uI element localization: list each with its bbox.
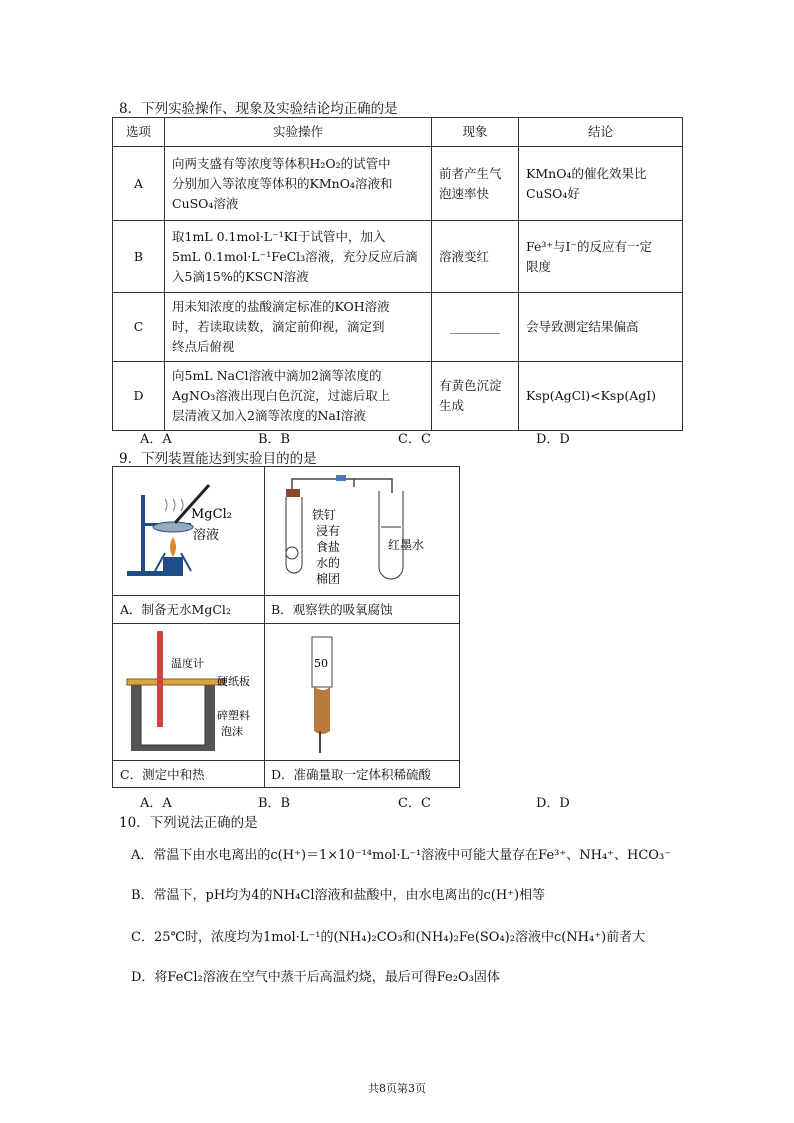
row-option: C bbox=[113, 293, 165, 362]
row-option: A bbox=[113, 147, 165, 221]
conclusion-line: Ksp(AgCl)<Ksp(AgI) bbox=[526, 388, 657, 403]
table-row bbox=[113, 293, 683, 362]
label-salt: 食盐 bbox=[316, 540, 341, 554]
phenomenon-line: 前者产生气 bbox=[439, 165, 502, 181]
table-row bbox=[113, 362, 683, 431]
row-phenomenon bbox=[432, 221, 519, 293]
op-line: AgNO₃溶液出现白色沉淀，过滤后取上 bbox=[172, 388, 391, 403]
label-soaked: 浸有 bbox=[316, 524, 341, 538]
q10-option-a[interactable]: A．常温下由水电离出的c(H⁺)＝1×10⁻¹⁴mol·L⁻¹溶液中可能大量存在Fe³⁺、NH₄⁺、HCO₃⁻ bbox=[131, 848, 672, 863]
choice-d[interactable]: D．D bbox=[536, 432, 570, 447]
label-nail: 铁钉 bbox=[312, 508, 337, 522]
phenomenon-line: 生成 bbox=[439, 398, 465, 413]
row-phenomenon bbox=[432, 147, 519, 221]
conclusion-line: 限度 bbox=[526, 258, 552, 274]
op-line: CuSO₄溶液 bbox=[172, 195, 239, 211]
conclusion-line: Fe³⁺与I⁻的反应有一定 bbox=[526, 238, 653, 254]
header-phenomenon: 现象 bbox=[432, 118, 519, 147]
phenomenon-line: 有黄色沉淀 bbox=[439, 378, 502, 393]
row-operation bbox=[165, 221, 432, 293]
label-cardboard: 硬纸板 bbox=[217, 675, 250, 688]
caption-a: A．制备无水MgCl₂ bbox=[113, 595, 264, 623]
row-conclusion bbox=[519, 362, 683, 431]
page-footer: 共8页第3页 bbox=[368, 1082, 426, 1095]
op-line: 分别加入等浓度等体积的KMnO₄溶液和 bbox=[172, 175, 393, 191]
label-water: 水的 bbox=[316, 556, 341, 570]
op-line: 取1mL 0.1mol·L⁻¹KI于试管中，加入 bbox=[172, 228, 386, 244]
op-line: 终点后俯视 bbox=[172, 339, 235, 354]
phenomenon-blank: ________ bbox=[450, 319, 500, 334]
conclusion-line: 会导致测定结果偏高 bbox=[526, 319, 639, 334]
row-conclusion bbox=[519, 147, 683, 221]
burette-diagram bbox=[264, 623, 459, 760]
label-solution: 溶液 bbox=[193, 528, 220, 543]
row-operation bbox=[165, 293, 432, 362]
op-line: 向两支盛有等浓度等体积H₂O₂的试管中 bbox=[172, 155, 391, 171]
choice-a[interactable]: A．A bbox=[140, 432, 172, 447]
label-mgcl2: MgCl₂ bbox=[191, 507, 232, 522]
op-line: 时，若读取读数，滴定前仰视，滴定到 bbox=[172, 319, 385, 334]
label-foam: 碎塑料 bbox=[217, 709, 250, 722]
caption-d: D．准确量取一定体积稀硫酸 bbox=[264, 760, 459, 788]
label-red-ink: 红墨水 bbox=[388, 538, 425, 552]
row-phenomenon bbox=[432, 293, 519, 362]
apparatus-b bbox=[264, 467, 459, 623]
choice-b[interactable]: B．B bbox=[258, 796, 291, 811]
row-conclusion bbox=[519, 221, 683, 293]
choice-c[interactable]: C．C bbox=[398, 796, 431, 811]
row-option: B bbox=[113, 221, 165, 293]
q8-table bbox=[112, 117, 683, 431]
caption-c: C．测定中和热 bbox=[113, 760, 264, 788]
q9-apparatus-grid bbox=[112, 466, 460, 788]
apparatus-a bbox=[113, 467, 264, 623]
op-line: 入5滴15%的KSCN溶液 bbox=[172, 268, 309, 284]
q10-option-c[interactable]: C．25℃时，浓度均为1mol·L⁻¹的(NH₄)₂CO₃和(NH₄)₂Fe(SO₄)₂溶液中c(NH₄⁺)前者大 bbox=[131, 930, 646, 945]
op-line: 向5mL NaCl溶液中滴加2滴等浓度的 bbox=[172, 368, 382, 383]
calorimeter-diagram bbox=[113, 623, 264, 760]
row-operation bbox=[165, 147, 432, 221]
q9-stem: 9．下列装置能达到实验目的的是 bbox=[119, 451, 317, 467]
q10-stem: 10．下列说法正确的是 bbox=[119, 815, 258, 831]
conclusion-line: CuSO₄好 bbox=[526, 185, 580, 201]
choice-c[interactable]: C．C bbox=[398, 432, 431, 447]
conclusion-line: KMnO₄的催化效果比 bbox=[526, 165, 647, 181]
corrosion-setup-diagram bbox=[264, 467, 459, 595]
header-conclusion: 结论 bbox=[519, 118, 683, 147]
choice-b[interactable]: B．B bbox=[258, 432, 291, 447]
header-option: 选项 bbox=[113, 118, 165, 147]
row-phenomenon bbox=[432, 362, 519, 431]
choice-d[interactable]: D．D bbox=[536, 796, 570, 811]
label-cotton: 棉团 bbox=[316, 572, 341, 586]
apparatus-d bbox=[264, 623, 459, 788]
op-line: 层清液又加入2滴等浓度的NaI溶液 bbox=[172, 408, 366, 423]
row-conclusion bbox=[519, 293, 683, 362]
caption-b: B．观察铁的吸氧腐蚀 bbox=[264, 595, 459, 623]
label-thermometer: 温度计 bbox=[171, 657, 204, 670]
q8-stem: 8．下列实验操作、现象及实验结论均正确的是 bbox=[119, 101, 398, 117]
q10-option-b[interactable]: B．常温下，pH均为4的NH₄Cl溶液和盐酸中，由水电离出的c(H⁺)相等 bbox=[131, 888, 546, 903]
choice-a[interactable]: A．A bbox=[140, 796, 172, 811]
evaporation-setup-diagram bbox=[113, 467, 264, 595]
label-foam-2: 泡沫 bbox=[221, 725, 243, 738]
label-50: 50 bbox=[314, 657, 328, 670]
phenomenon-line: 泡速率快 bbox=[439, 185, 490, 201]
header-operation: 实验操作 bbox=[165, 118, 432, 147]
q10-option-d[interactable]: D．将FeCl₂溶液在空气中蒸干后高温灼烧，最后可得Fe₂O₃固体 bbox=[131, 970, 500, 985]
table-header-row bbox=[113, 118, 683, 147]
table-row bbox=[113, 147, 683, 221]
phenomenon-line: 溶液变红 bbox=[439, 248, 490, 264]
table-row bbox=[113, 221, 683, 293]
row-operation bbox=[165, 362, 432, 431]
op-line: 5mL 0.1mol·L⁻¹FeCl₃溶液，充分反应后滴 bbox=[172, 248, 418, 264]
apparatus-c bbox=[113, 623, 264, 788]
op-line: 用未知浓度的盐酸滴定标准的KOH溶液 bbox=[172, 299, 390, 314]
row-option: D bbox=[113, 362, 165, 431]
